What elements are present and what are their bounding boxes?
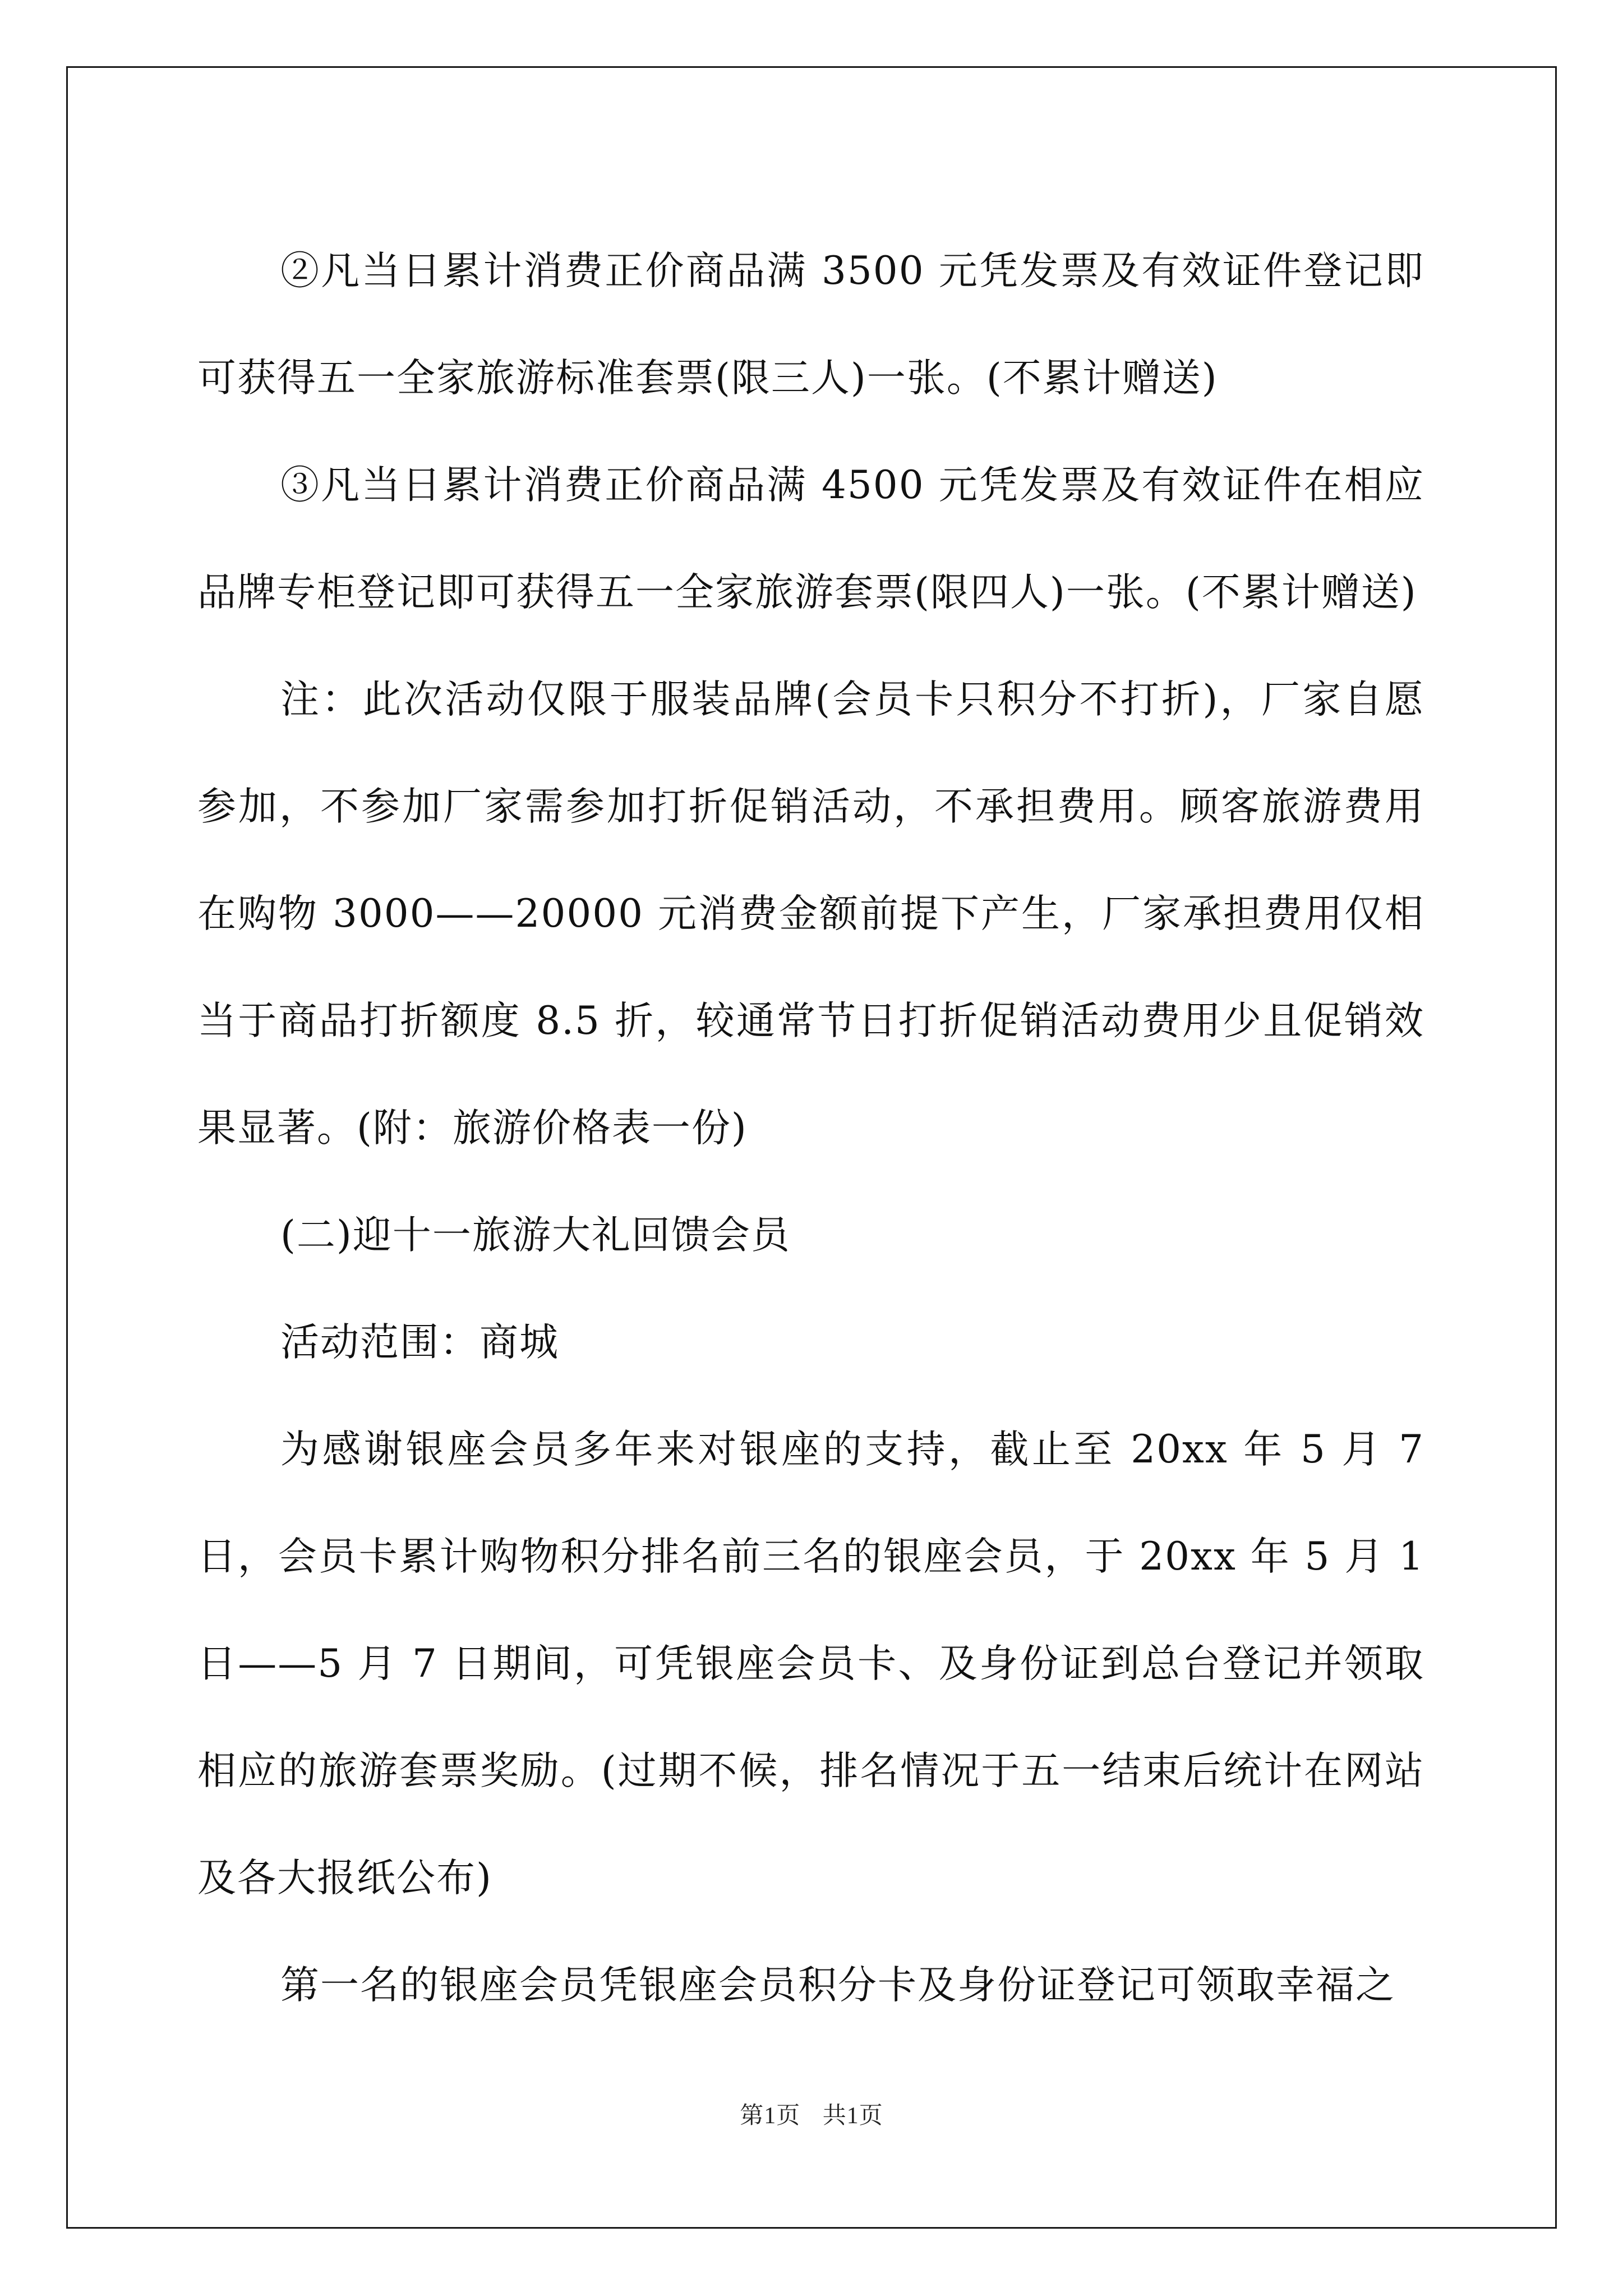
paragraph-scope: 活动范围：商城 [280, 1320, 559, 1365]
page-number: 第1页 [740, 2103, 801, 2129]
section-heading: (二)迎十一旅游大礼回馈会员 [280, 1213, 791, 1258]
paragraph-gift-3500: ②凡当日累计消费正价商品满 3500 元凭发票及有效证件登记即可获得五一全家旅游标准套票(限三人)一张。(不累计赠送) [197, 249, 1424, 401]
page-footer [0, 2097, 1623, 2131]
page-total: 共1页 [822, 2103, 883, 2129]
paragraph-note: 注：此次活动仅限于服装品牌(会员卡只积分不打折)，厂家自愿参加，不参加厂家需参加打折促销活动，不承担费用。顾客旅游费用在购物 3000——20000 元消费金额前提下产生，厂家承担费用仅相当于商品打折额度 8.5 折，较通常节日打折促销活动费用少且促销效果显著。(附：旅游价格表一份) [197, 677, 1424, 1151]
paragraph-first-place: 第一名的银座会员凭银座会员积分卡及身份证登记可领取幸福之 [280, 1963, 1395, 2008]
paragraph-gift-4500: ③凡当日累计消费正价商品满 4500 元凭发票及有效证件在相应品牌专柜登记即可获得五一全家旅游套票(限四人)一张。(不累计赠送) [197, 463, 1424, 615]
document-body [197, 218, 1424, 2039]
paragraph-member-reward: 为感谢银座会员多年来对银座的支持，截止至 20xx 年 5 月 7 日，会员卡累计购物积分排名前三名的银座会员，于 20xx 年 5 月 1 日——5 月 7 日期间，可凭银座会员卡、及身份证到总台登记并领取相应的旅游套票奖励。(过期不候，排名情况于五一结束后统计在网站及各大报纸公布) [197, 1427, 1424, 1901]
